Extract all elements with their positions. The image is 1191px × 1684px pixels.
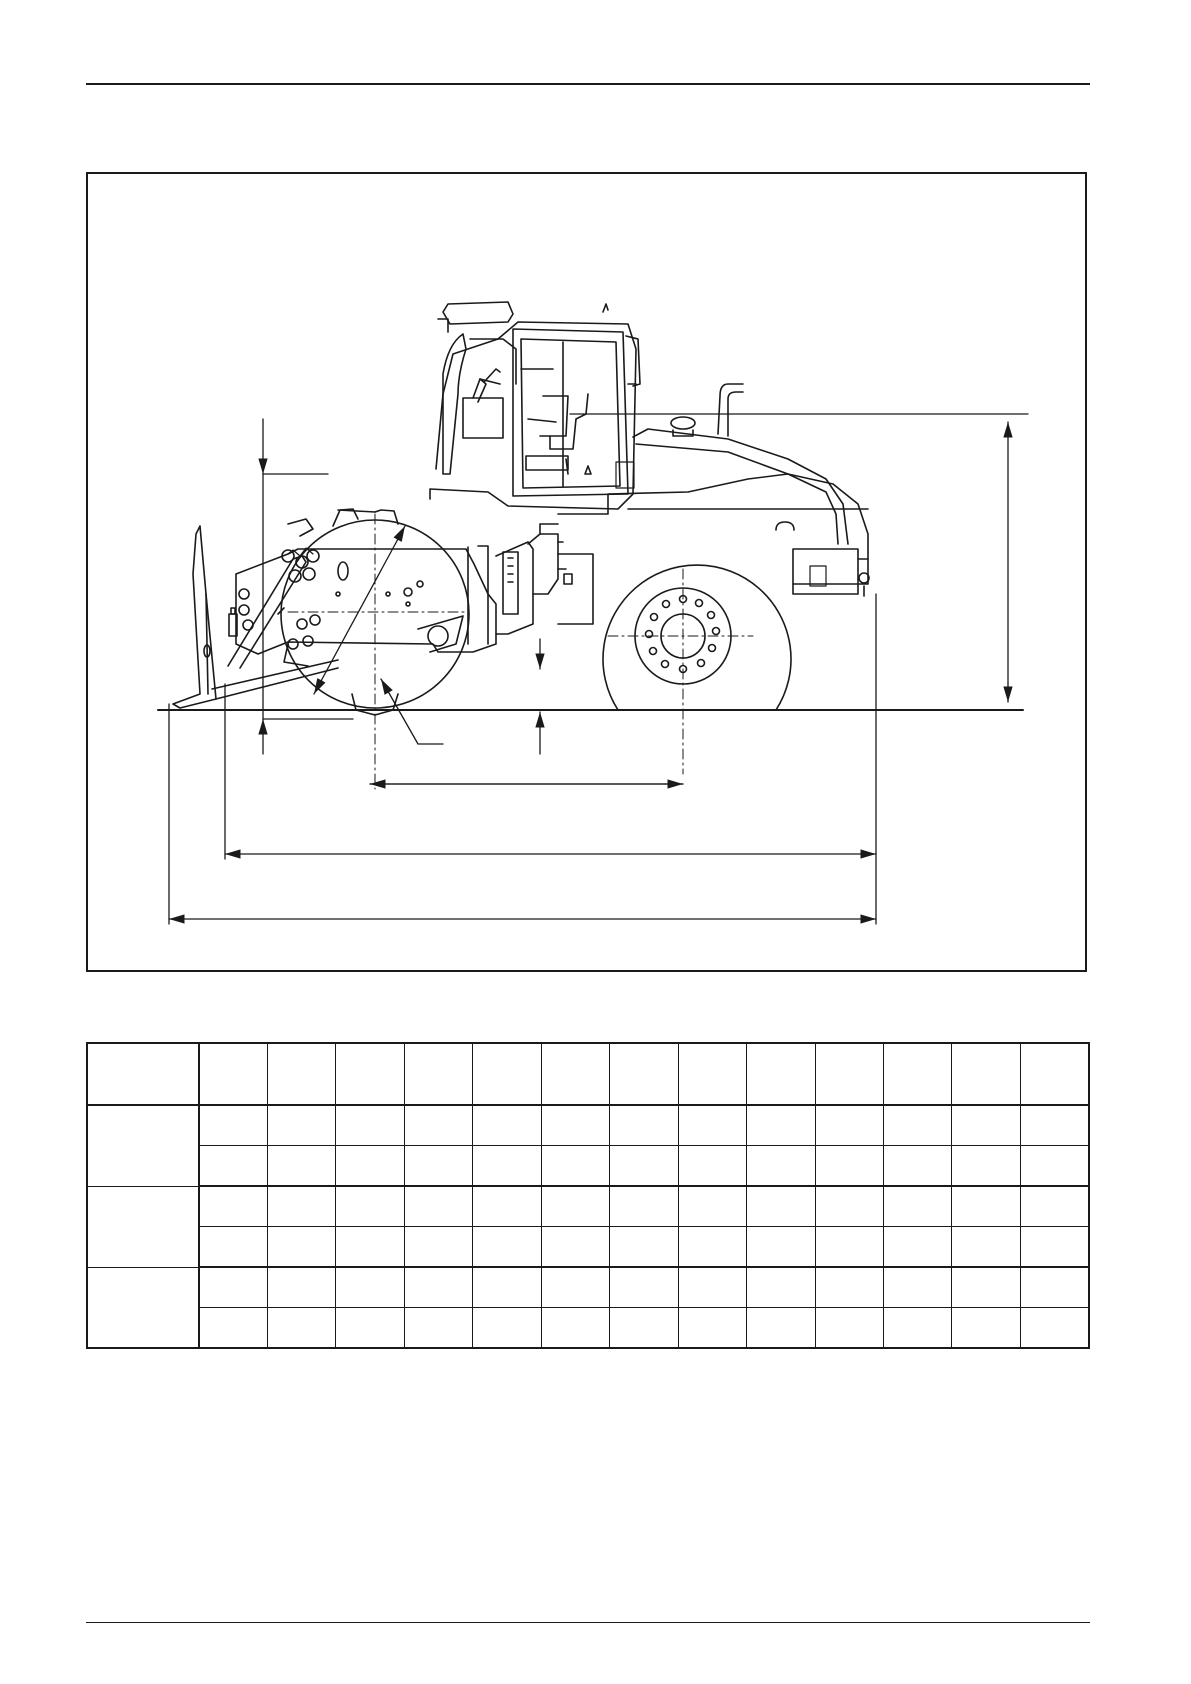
header-cell bbox=[199, 1043, 267, 1105]
header-cell bbox=[952, 1043, 1020, 1105]
group-label-cell bbox=[87, 1186, 199, 1267]
rear-chassis bbox=[558, 474, 869, 596]
table-cell bbox=[336, 1267, 404, 1308]
table-cell bbox=[610, 1146, 678, 1187]
table-cell bbox=[610, 1227, 678, 1268]
table-cell bbox=[1020, 1105, 1089, 1146]
header-cell bbox=[404, 1043, 472, 1105]
header-cell bbox=[473, 1043, 541, 1105]
table-cell bbox=[815, 1308, 883, 1349]
group-label-cell bbox=[87, 1105, 199, 1186]
rear-wheel bbox=[603, 565, 791, 774]
table-cell bbox=[884, 1146, 952, 1187]
table-cell bbox=[199, 1146, 267, 1187]
table-body bbox=[87, 1105, 1089, 1348]
table-cell bbox=[678, 1267, 746, 1308]
table-cell bbox=[815, 1146, 883, 1187]
header-cell bbox=[267, 1043, 335, 1105]
table-cell bbox=[815, 1186, 883, 1227]
table-cell bbox=[884, 1308, 952, 1349]
table-cell bbox=[952, 1146, 1020, 1187]
table-cell bbox=[610, 1186, 678, 1227]
header-cell bbox=[541, 1043, 609, 1105]
table-cell bbox=[610, 1105, 678, 1146]
table-cell bbox=[678, 1146, 746, 1187]
header-cell bbox=[884, 1043, 952, 1105]
table-cell bbox=[678, 1227, 746, 1268]
table-row bbox=[87, 1186, 1089, 1227]
table-cell bbox=[952, 1308, 1020, 1349]
table-cell bbox=[199, 1308, 267, 1349]
table-cell bbox=[747, 1308, 815, 1349]
table-cell bbox=[404, 1186, 472, 1227]
table-cell bbox=[952, 1227, 1020, 1268]
table-row bbox=[87, 1105, 1089, 1146]
table-cell bbox=[952, 1186, 1020, 1227]
table-cell bbox=[678, 1186, 746, 1227]
table-cell bbox=[267, 1267, 335, 1308]
engine-hood bbox=[616, 384, 848, 544]
table-cell bbox=[952, 1105, 1020, 1146]
table-cell bbox=[884, 1105, 952, 1146]
articulation-joint bbox=[496, 524, 593, 634]
table-cell bbox=[610, 1308, 678, 1349]
table-cell bbox=[541, 1308, 609, 1349]
compactor-drawing bbox=[88, 174, 1087, 972]
header-cell bbox=[1020, 1043, 1089, 1105]
table-cell bbox=[267, 1308, 335, 1349]
table-header-row bbox=[87, 1043, 1089, 1105]
table-cell bbox=[1020, 1267, 1089, 1308]
table-cell bbox=[473, 1308, 541, 1349]
table-cell bbox=[747, 1186, 815, 1227]
table-cell bbox=[815, 1227, 883, 1268]
front-frame bbox=[236, 519, 496, 666]
header-cell bbox=[747, 1043, 815, 1105]
table-cell bbox=[541, 1105, 609, 1146]
table-cell bbox=[884, 1186, 952, 1227]
table-cell bbox=[747, 1227, 815, 1268]
table-cell bbox=[541, 1227, 609, 1268]
table-cell bbox=[267, 1227, 335, 1268]
header-cell bbox=[815, 1043, 883, 1105]
header-cell bbox=[610, 1043, 678, 1105]
table-cell bbox=[336, 1105, 404, 1146]
table-row bbox=[87, 1227, 1089, 1268]
table-cell bbox=[678, 1105, 746, 1146]
dozer-blade bbox=[173, 526, 338, 708]
table-cell bbox=[747, 1146, 815, 1187]
table-cell bbox=[267, 1146, 335, 1187]
table-cell bbox=[267, 1186, 335, 1227]
table-cell bbox=[884, 1227, 952, 1268]
table-cell bbox=[610, 1267, 678, 1308]
table-cell bbox=[473, 1146, 541, 1187]
table-cell bbox=[404, 1308, 472, 1349]
header-cell bbox=[336, 1043, 404, 1105]
table-row bbox=[87, 1146, 1089, 1187]
footer-rule bbox=[86, 1622, 1090, 1623]
table-cell bbox=[541, 1146, 609, 1187]
table-cell bbox=[473, 1186, 541, 1227]
table-cell bbox=[404, 1105, 472, 1146]
table-cell bbox=[404, 1227, 472, 1268]
header-cell bbox=[678, 1043, 746, 1105]
table-cell bbox=[267, 1105, 335, 1146]
table-cell bbox=[678, 1308, 746, 1349]
table-cell bbox=[473, 1105, 541, 1146]
machine-dimension-figure bbox=[86, 172, 1087, 972]
operator-cab bbox=[430, 302, 640, 509]
table-cell bbox=[473, 1267, 541, 1308]
table-cell bbox=[404, 1267, 472, 1308]
table-cell bbox=[336, 1146, 404, 1187]
table-cell bbox=[541, 1267, 609, 1308]
table-cell bbox=[747, 1105, 815, 1146]
table-cell bbox=[199, 1186, 267, 1227]
header-rule bbox=[86, 83, 1090, 85]
table-cell bbox=[815, 1105, 883, 1146]
table-cell bbox=[1020, 1186, 1089, 1227]
table-cell bbox=[199, 1227, 267, 1268]
table-cell bbox=[952, 1267, 1020, 1308]
header-cell bbox=[87, 1043, 199, 1105]
dimension-table bbox=[86, 1042, 1090, 1349]
table-cell bbox=[199, 1105, 267, 1146]
table-cell bbox=[336, 1186, 404, 1227]
table-cell bbox=[336, 1308, 404, 1349]
table-cell bbox=[747, 1267, 815, 1308]
table-cell bbox=[1020, 1308, 1089, 1349]
table-cell bbox=[541, 1186, 609, 1227]
table-row bbox=[87, 1267, 1089, 1308]
group-label-cell bbox=[87, 1267, 199, 1348]
table-cell bbox=[404, 1146, 472, 1187]
table-row bbox=[87, 1308, 1089, 1349]
table-cell bbox=[815, 1267, 883, 1308]
table-cell bbox=[473, 1227, 541, 1268]
table-cell bbox=[199, 1267, 267, 1308]
table-cell bbox=[336, 1227, 404, 1268]
table-cell bbox=[884, 1267, 952, 1308]
table-cell bbox=[1020, 1227, 1089, 1268]
table-cell bbox=[1020, 1146, 1089, 1187]
